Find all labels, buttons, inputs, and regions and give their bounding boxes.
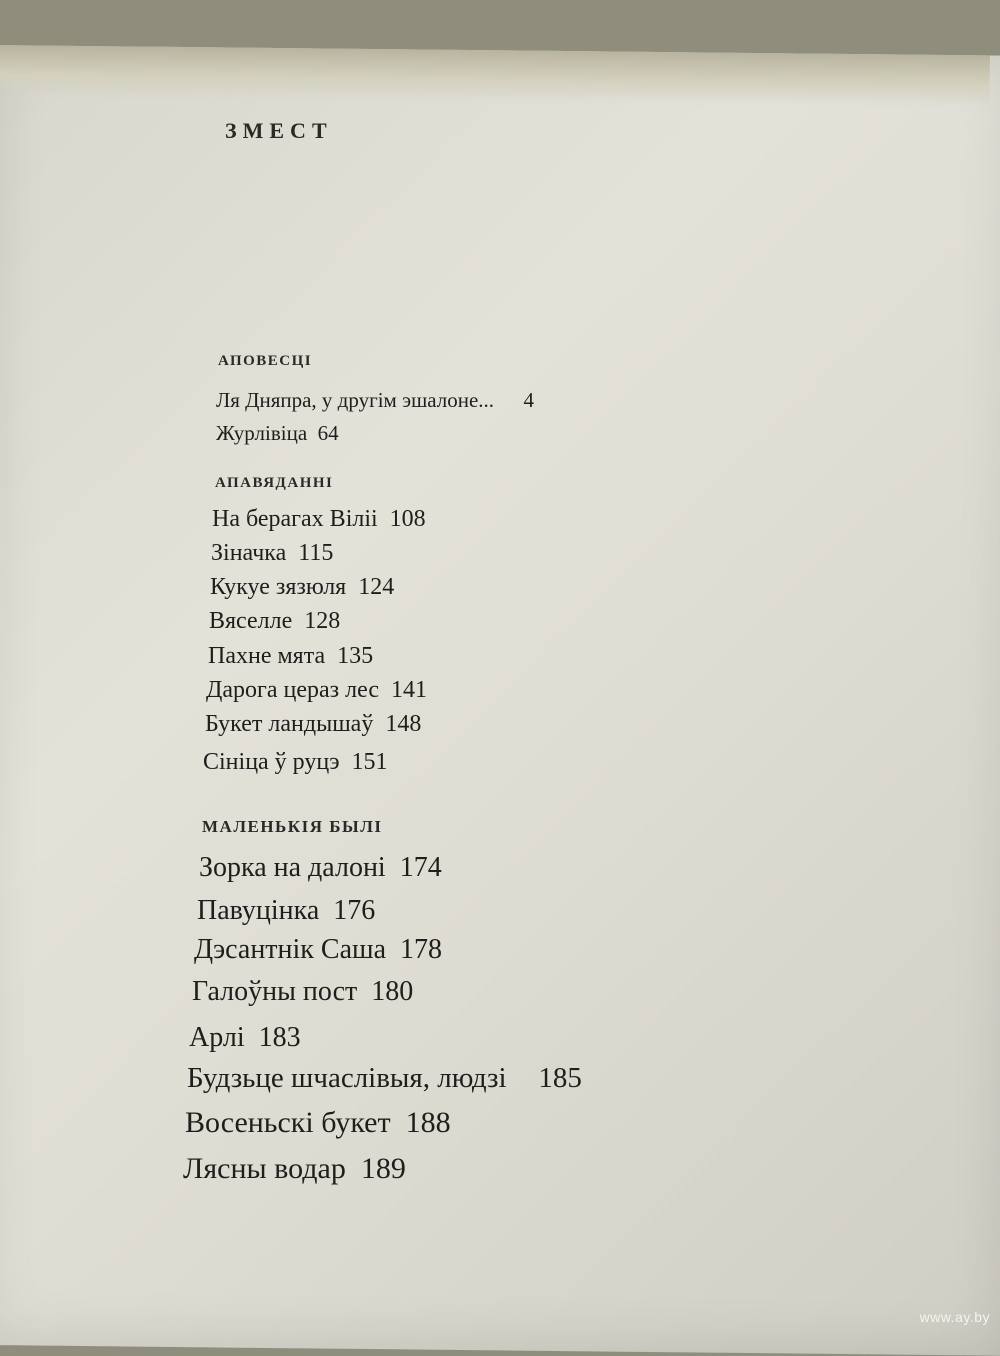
entry-page: 128 <box>304 608 341 634</box>
entry-title: Лясны водар <box>183 1152 346 1185</box>
entry-page: 189 <box>360 1152 406 1185</box>
entry-page: 124 <box>358 574 395 600</box>
toc-entry <box>205 711 421 738</box>
toc-entry <box>210 574 394 601</box>
entry-title: Восеньскі букет <box>185 1106 391 1139</box>
entry-title: На берагах Віліі <box>212 506 378 532</box>
toc-entry <box>189 1022 301 1054</box>
book-page <box>0 45 1000 1356</box>
toc-entry <box>211 540 333 567</box>
entry-title: Кукуе зязюля <box>210 574 347 600</box>
page-edge <box>0 45 990 105</box>
toc-entry <box>216 421 339 446</box>
toc-entry <box>197 895 375 927</box>
toc-entry <box>212 506 426 533</box>
entry-page: 185 <box>538 1062 582 1094</box>
section-heading-apavyadanni: АПАВЯДАННІ <box>215 475 334 491</box>
entry-page: 151 <box>351 749 388 775</box>
entry-title: Зорка на далоні <box>199 852 386 883</box>
entry-title: Дарога цераз лес <box>206 677 380 703</box>
entry-title: Ля Дняпра, у другім эшалоне... <box>216 388 495 412</box>
entry-title: Дэсантнік Саша <box>194 934 386 965</box>
entry-page: 178 <box>400 934 442 965</box>
toc-entry <box>187 1062 582 1095</box>
entry-title: Пахне мята <box>208 643 326 669</box>
toc-entry <box>209 608 340 635</box>
entry-title: Галоўны пост <box>192 976 358 1007</box>
entry-title: Павуцінка <box>197 895 320 926</box>
entry-page: 141 <box>391 677 428 703</box>
entry-page: 4 <box>523 388 534 412</box>
entry-page: 174 <box>399 852 442 883</box>
toc-entry <box>199 852 442 884</box>
toc-entry <box>192 976 413 1008</box>
toc-entry <box>216 388 534 413</box>
watermark: www.ay.by <box>919 1309 990 1325</box>
entry-page: 108 <box>389 506 426 532</box>
toc-entry <box>183 1152 406 1186</box>
toc-entry <box>194 934 442 966</box>
entry-page: 183 <box>258 1022 301 1053</box>
entry-title: Зіначка <box>211 540 287 566</box>
toc-entry <box>185 1106 451 1140</box>
entry-page: 115 <box>298 540 334 566</box>
entry-title: Арлі <box>189 1022 245 1053</box>
entry-title: Вяселле <box>209 608 293 634</box>
entry-title: Сініца ў руцэ <box>203 749 340 775</box>
entry-page: 148 <box>385 711 422 737</box>
entry-title: Журлівіца <box>216 421 308 445</box>
entry-page: 176 <box>333 895 376 926</box>
toc-entry <box>208 643 373 670</box>
entry-page: 64 <box>317 421 339 445</box>
toc-entry <box>203 749 388 776</box>
entry-page: 135 <box>337 643 374 669</box>
entry-page: 188 <box>405 1106 451 1139</box>
entry-page: 180 <box>371 976 414 1007</box>
toc-title: ЗМЕСТ <box>225 118 333 143</box>
section-heading-povesti: АПОВЕСЦІ <box>218 353 313 369</box>
entry-title: Букет ландышаў <box>205 711 374 737</box>
toc-entry <box>206 677 427 704</box>
entry-title: Будзьце шчаслівыя, людзі <box>187 1062 507 1094</box>
section-heading-malenkiya-byli: МАЛЕНЬКІЯ БЫЛІ <box>202 817 383 836</box>
